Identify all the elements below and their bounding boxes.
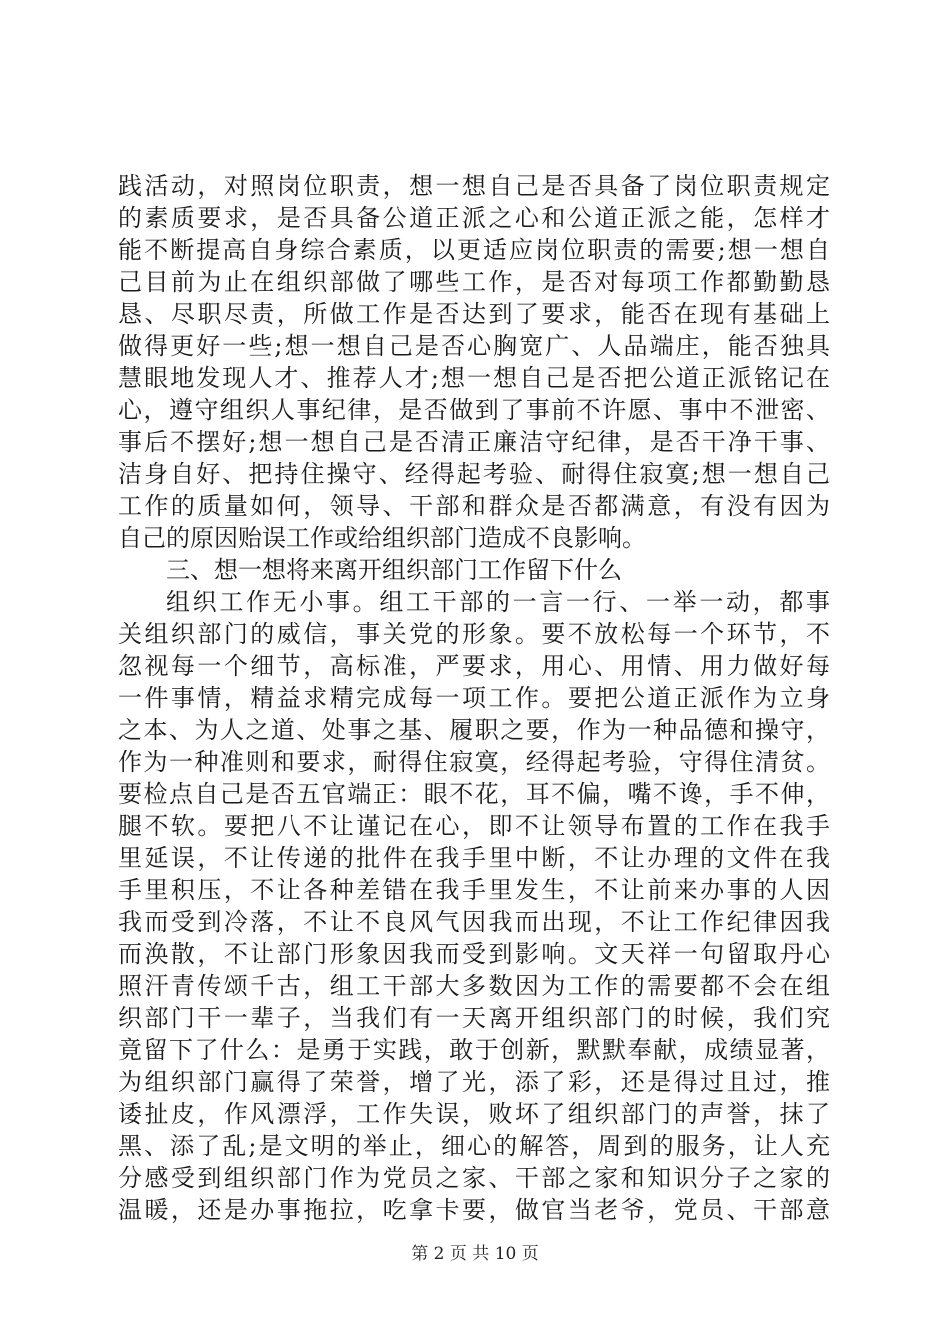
body-text [118,170,830,1226]
text-line: 要检点自己是否五官端正：眼不花，耳不偏，嘴不谗，手不伸， [118,780,830,808]
text-line: 洁身自好、把持住操守、经得起考验、耐得住寂寞;想一想自己 [118,460,830,488]
text-line: 竟留下了什么：是勇于实践，敢于创新，默默奉献，成绩显著， [118,1036,830,1064]
text-line: 慧眼地发现人才、推荐人才;想一想自己是否把公道正派铭记在 [118,364,830,392]
text-line: 己目前为止在组织部做了哪些工作，是否对每项工作都勤勤恳 [118,268,830,296]
text-line: 为组织部门赢得了荣誉，增了光，添了彩，还是得过且过，推 [118,1068,830,1096]
text-line: 工作的质量如何，领导、干部和群众是否都满意，有没有因为 [118,492,830,520]
text-line: 里延误，不让传递的批件在我手里中断，不让办理的文件在我 [118,844,830,872]
text-line: 心，遵守组织人事纪律，是否做到了事前不许愿、事中不泄密、 [118,396,830,424]
text-line: 三、想一想将来离开组织部门工作留下什么 [166,556,622,584]
text-line: 照汗青传颂千古，组工干部大多数因为工作的需要都不会在组 [118,972,830,1000]
text-line: 能不断提高自身综合素质，以更适应岗位职责的需要;想一想自 [118,236,830,264]
text-line: 手里积压，不让各种差错在我手里发生，不让前来办事的人因 [118,876,830,904]
text-line: 之本、为人之道、处事之基、履职之要，作为一种品德和操守， [118,716,830,744]
text-line: 织部门干一辈子，当我们有一天离开组织部门的时候，我们究 [118,1004,830,1032]
text-line: 事后不摆好;想一想自己是否清正廉洁守纪律，是否干净干事、 [118,428,830,456]
text-line: 践活动，对照岗位职责，想一想自己是否具备了岗位职责规定 [118,172,830,200]
text-line: 的素质要求，是否具备公道正派之心和公道正派之能，怎样才 [118,204,830,232]
text-line: 作为一种准则和要求，耐得住寂寞，经得起考验，守得住清贫。 [118,748,830,776]
text-line: 分感受到组织部门作为党员之家、干部之家和知识分子之家的 [118,1164,830,1192]
text-line: 恳、尽职尽责，所做工作是否达到了要求，能否在现有基础上 [118,300,830,328]
text-line: 忽视每一个细节，高标准，严要求，用心、用情、用力做好每 [118,652,830,680]
text-line: 腿不软。要把八不让谨记在心，即不让领导布置的工作在我手 [118,812,830,840]
text-line: 组织工作无小事。组工干部的一言一行、一举一动，都事 [166,588,830,616]
text-line: 做得更好一些;想一想自己是否心胸宽广、人品端庄，能否独具 [118,332,830,360]
text-line: 我而受到冷落，不让不良风气因我而出现，不让工作纪律因我 [118,908,830,936]
page-footer: 第 2 页 共 10 页 [411,1244,539,1264]
text-line: 温暖，还是办事拖拉，吃拿卡要，做官当老爷，党员、干部意 [118,1196,830,1224]
text-line: 诿扯皮，作风漂浮，工作失误，败坏了组织部门的声誉，抹了 [118,1100,830,1128]
text-line: 而涣散，不让部门形象因我而受到影响。文天祥一句留取丹心 [118,940,830,968]
text-line: 黑、添了乱;是文明的举止，细心的解答，周到的服务，让人充 [118,1132,830,1160]
text-line: 关组织部门的威信，事关党的形象。要不放松每一个环节，不 [118,620,830,648]
text-line: 一件事情，精益求精完成每一项工作。要把公道正派作为立身 [118,684,830,712]
text-line: 自己的原因贻误工作或给组织部门造成不良影响。 [118,524,646,552]
